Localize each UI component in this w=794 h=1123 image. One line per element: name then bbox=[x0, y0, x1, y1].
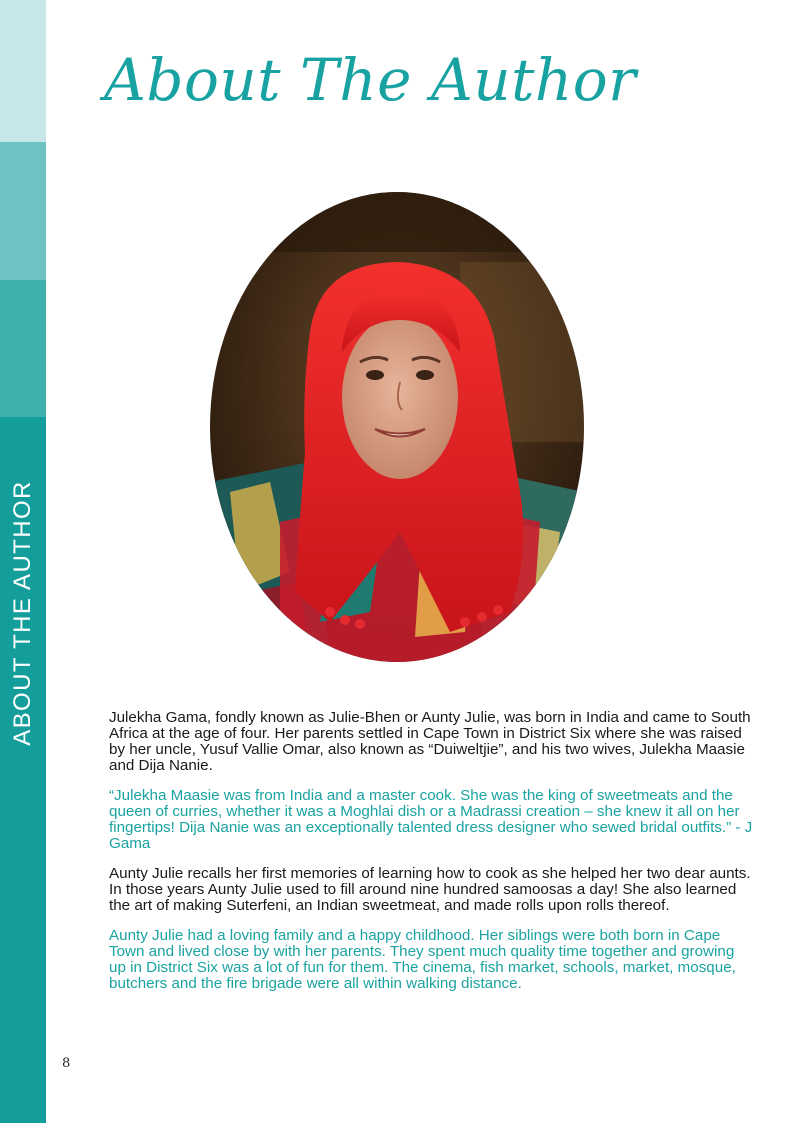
body-text bbox=[109, 710, 754, 1006]
sidebar-band-1 bbox=[0, 0, 46, 142]
paragraph-quote: “Julekha Maasie was from India and a master cook. She was the king of sweetmeats and the queen of curries, whether it was a Moghlai dish or a Madrassi creation – she knew it all on her fingertips! Dija Nanie was an exceptionally talented dress designer who sewed bridal outfits.” - J Gama bbox=[109, 787, 753, 852]
sidebar-section-label: ABOUT THE AUTHOR bbox=[9, 480, 36, 746]
paragraph-memories: Aunty Julie recalls her first memories of learning how to cook as she helped her two dear aunts. In those years Aunty Julie used to fill around nine hundred samoosas a day! She also learned the art of making Suterfeni, an Indian sweetmeat, and made rolls upon rolls thereof. bbox=[109, 865, 751, 914]
paragraph-intro: Julekha Gama, fondly known as Julie-Bhen or Aunty Julie, was born in India and came to South Africa at the age of four. Her parents settled in Cape Town in District Six where she was raised by her uncle, Yusuf Vallie Omar, also known as “Duiweltjie”, and his two wives, Julekha Maasie and Dija Nanie. bbox=[109, 709, 751, 774]
author-portrait bbox=[210, 192, 584, 662]
page-title: About The Author bbox=[104, 46, 637, 114]
sidebar-band-3 bbox=[0, 280, 46, 417]
page-number: 8 bbox=[62, 1056, 71, 1071]
paragraph-childhood: Aunty Julie had a loving family and a happy childhood. Her siblings were both born in Cape Town and lived close by with her parents. They spent much quality time together and growing up in District Six was a lot of fun for them. The cinema, fish market, schools, market, mosque, butchers and the fire brigade were all within walking distance. bbox=[109, 927, 736, 992]
sidebar-band-2 bbox=[0, 142, 46, 280]
